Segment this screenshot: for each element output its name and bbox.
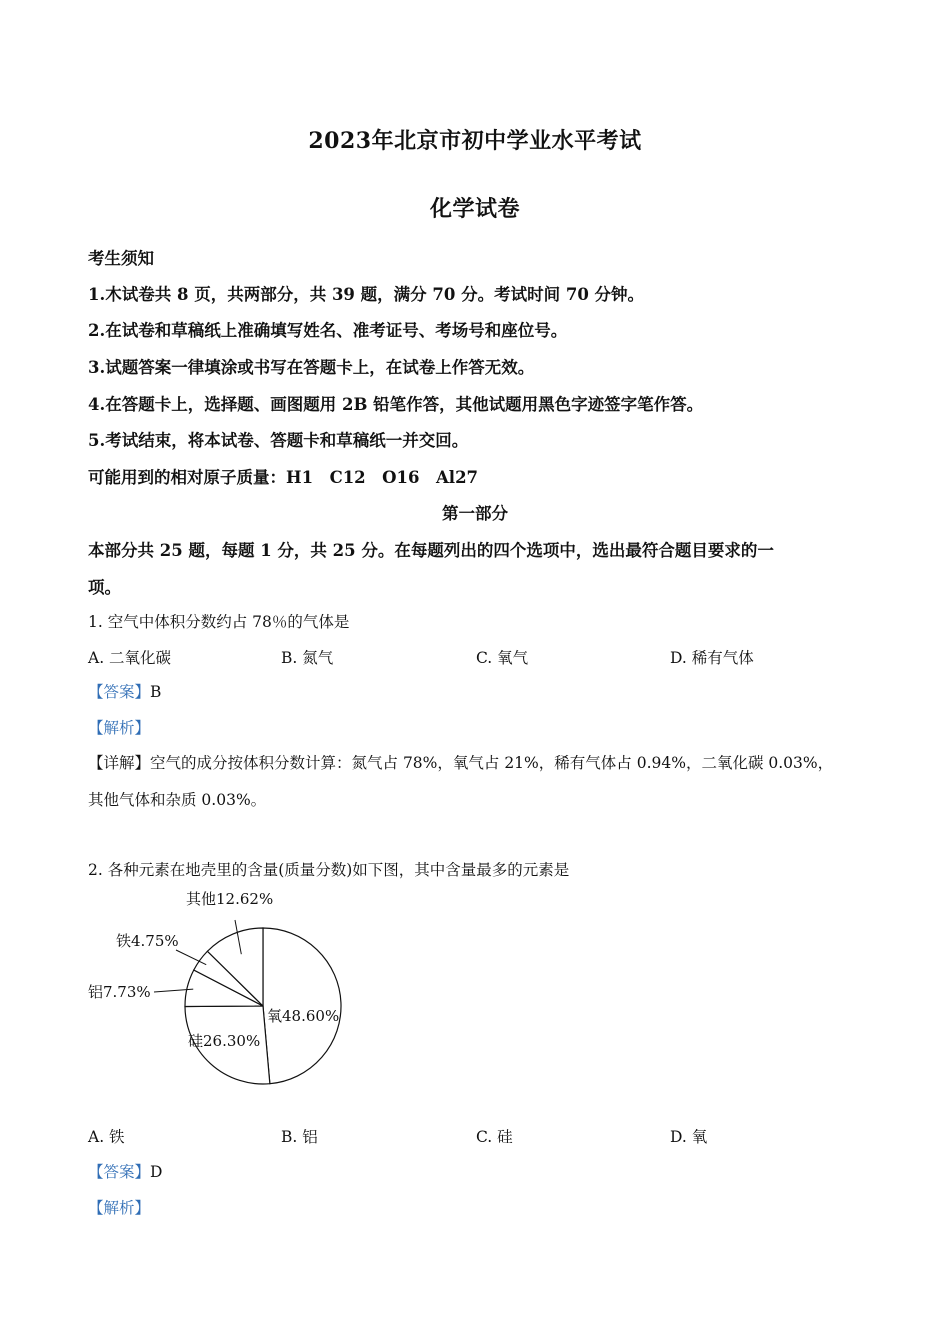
pie-slice-0 <box>263 928 341 1084</box>
part-instruction-line1: 本部分共 25 题，每题 1 分，共 25 分。在每题列出的四个选项中，选出最符合题目要求的一 <box>88 541 774 560</box>
answer-tag: 【答案】 <box>88 683 151 701</box>
crust-elements-pie-chart <box>80 880 360 1110</box>
answer-tag: 【答案】 <box>88 1163 151 1181</box>
question-2-option-d: D. 氧 <box>670 1128 708 1146</box>
question-1-detail-line1 <box>88 751 833 773</box>
detail-text: 空气的成分按体积分数计算：氮气占 78%，氧气占 21%，稀有气体占 0.94%，二氧化碳 0.03%， <box>150 754 834 772</box>
atomic-masses: 可能用到的相对原子质量：H1 C12 O16 Al27 <box>88 468 479 487</box>
question-2-analysis-tag: 【解析】 <box>88 1199 151 1217</box>
question-2-option-b: B. 铝 <box>281 1128 318 1146</box>
notice-item-4: 4.在答题卡上，选择题、画图题用 2B 铅笔作答，其他试题用黑色字迹签字笔作答。 <box>88 395 704 414</box>
answer-value: D <box>150 1163 163 1181</box>
notice-item-2: 2.在试卷和草稿纸上准确填写姓名、准考证号、考场号和座位号。 <box>88 321 568 340</box>
notice-item-1: 1.木试卷共 8 页，共两部分，共 39 题，满分 70 分。考试时间 70 分钟。 <box>88 285 645 304</box>
notice-item-5: 5.考试结束，将本试卷、答题卡和草稿纸一并交回。 <box>88 431 469 450</box>
question-2-option-c: C. 硅 <box>476 1128 513 1146</box>
pie-label-3: 铁4.75% <box>116 932 179 950</box>
question-2-answer <box>88 1160 162 1182</box>
question-1-option-b: B. 氮气 <box>281 649 334 667</box>
question-1-option-a: A. 二氧化碳 <box>88 649 172 667</box>
question-1-option-d: D. 稀有气体 <box>670 649 754 667</box>
pie-label-0: 氧48.60% <box>267 1007 340 1025</box>
detail-tag: 【详解】 <box>88 754 151 772</box>
part-instruction-line2: 项。 <box>88 578 121 597</box>
question-1-detail-line2: 其他气体和杂质 0.03%。 <box>88 791 267 809</box>
pie-label-2: 铝7.73% <box>88 983 151 1001</box>
part-heading: 第一部分 <box>442 504 508 523</box>
question-1-answer <box>88 680 161 702</box>
page-title: 2023年北京市初中学业水平考试 <box>308 128 642 154</box>
pie-label-4: 其他12.62% <box>186 890 274 908</box>
page-subtitle: 化学试卷 <box>429 196 520 222</box>
question-2-option-a: A. 铁 <box>88 1128 125 1146</box>
answer-value: B <box>150 683 162 701</box>
pie-label-1: 硅26.30% <box>188 1032 261 1050</box>
notice-item-3: 3.试题答案一律填涂或书写在答题卡上，在试卷上作答无效。 <box>88 358 535 377</box>
question-1-option-c: C. 氧气 <box>476 649 529 667</box>
question-1-stem: 1. 空气中体积分数约占 78％的气体是 <box>88 613 350 631</box>
question-1-analysis-tag: 【解析】 <box>88 719 151 737</box>
question-2-stem: 2. 各种元素在地壳里的含量(质量分数)如下图，其中含量最多的元素是 <box>88 861 570 879</box>
notice-heading: 考生须知 <box>88 249 154 268</box>
